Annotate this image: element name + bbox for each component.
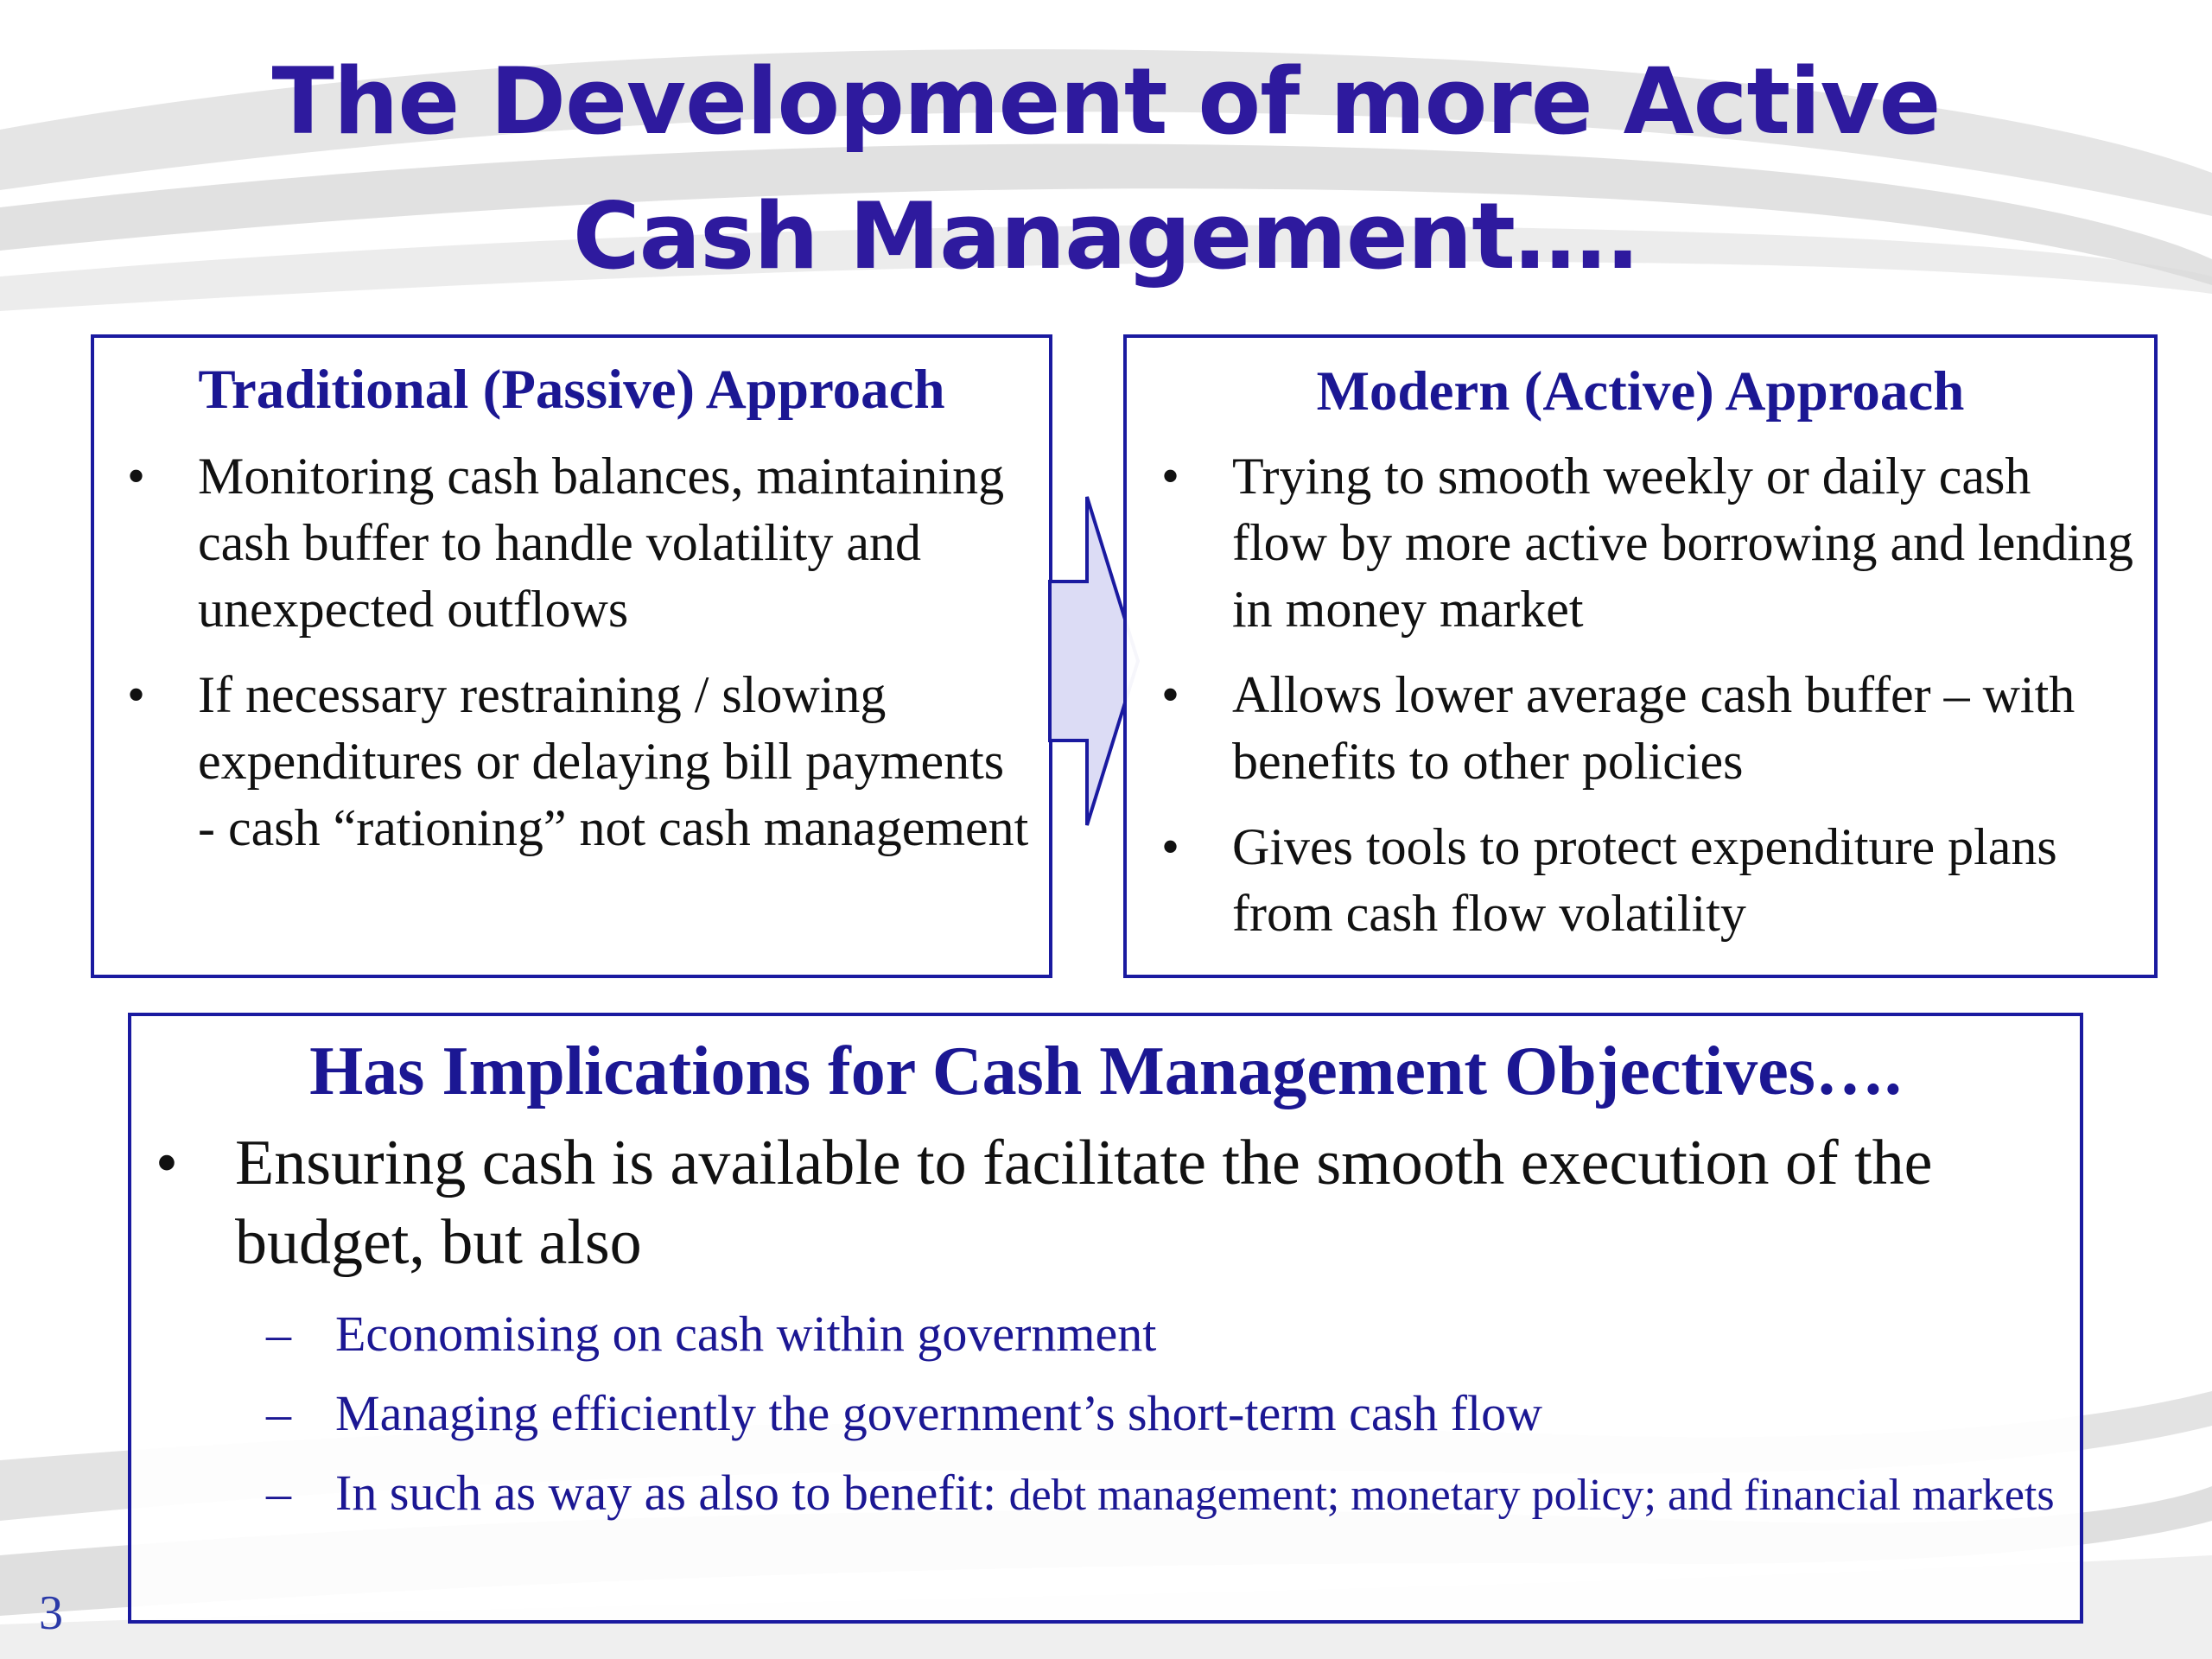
bullet-icon: •	[1161, 818, 1180, 875]
sub-list-item	[266, 1385, 2080, 1441]
list-item-text: Trying to smooth weekly or daily cash flow by more active borrowing and lending in money market	[1232, 448, 2134, 638]
implications-sublist	[131, 1306, 2080, 1523]
list-item	[1161, 814, 2137, 947]
bullet-icon: •	[127, 448, 146, 505]
sub-list-item-lead: In such as way as also to benefit:	[335, 1465, 1009, 1521]
sub-list-item	[266, 1465, 2080, 1523]
list-item-text: Allows lower average cash buffer – with benefits to other policies	[1232, 666, 2075, 790]
dash-icon: –	[266, 1306, 291, 1362]
implications-box	[128, 1013, 2083, 1624]
implications-list	[131, 1123, 2080, 1282]
sub-list-item-tail: debt management; monetary policy; and financial markets	[1008, 1471, 2055, 1520]
list-item-text: Monitoring cash balances, maintaining cash buffer to handle volatility and unexpected outflows	[198, 448, 1005, 638]
sub-list-item	[266, 1306, 2080, 1362]
list-item	[127, 443, 1032, 643]
bullet-icon: •	[156, 1128, 178, 1198]
traditional-approach-box	[91, 334, 1052, 978]
dash-icon: –	[266, 1465, 291, 1521]
modern-approach-heading: Modern (Active) Approach	[1316, 360, 1965, 423]
sub-list-item-text: Managing efficiently the government’s short-term cash flow	[335, 1385, 1542, 1441]
bullet-icon: •	[1161, 448, 1180, 505]
list-item	[1161, 443, 2137, 643]
list-item	[156, 1123, 2045, 1282]
modern-approach-list	[1127, 443, 2154, 947]
list-item	[127, 662, 1032, 861]
list-item-text: If necessary restraining / slowing expenditures or delaying bill payments - cash “rationing” not cash management	[198, 666, 1029, 856]
bullet-icon: •	[127, 666, 146, 723]
slide-title: The Development of more Active Cash Management….	[271, 48, 1941, 289]
list-item	[1161, 662, 2137, 795]
traditional-approach-list	[94, 443, 1049, 861]
dash-icon: –	[266, 1385, 291, 1441]
traditional-approach-heading: Traditional (Passive) Approach	[198, 359, 945, 421]
slide-number: 3	[39, 1586, 63, 1640]
implications-heading: Has Implications for Cash Management Objectives….	[309, 1033, 1902, 1109]
list-item-text: Gives tools to protect expenditure plans from cash flow volatility	[1232, 818, 2057, 942]
sub-list-item-text: Economising on cash within government	[335, 1306, 1157, 1362]
modern-approach-box	[1123, 334, 2158, 978]
list-item-text: Ensuring cash is available to facilitate the smooth execution of the budget, but also	[235, 1128, 1933, 1278]
bullet-icon: •	[1161, 666, 1180, 723]
